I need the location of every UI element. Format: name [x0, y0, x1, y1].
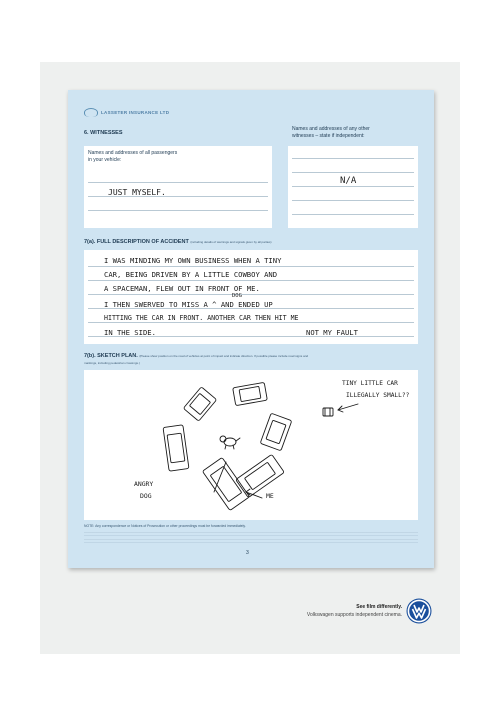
sketch-label-tiny-car-2: ILLEGALLY SMALL?? [346, 392, 410, 399]
insurer-logo [84, 108, 169, 117]
rule [292, 200, 414, 201]
description-line-1: I WAS MINDING MY OWN BUSINESS WHEN A TINY [104, 256, 282, 265]
fine-print-block [84, 532, 418, 544]
description-line-5: HITTING THE CAR IN FRONT. ANOTHER CAR THEN HIT ME [104, 314, 299, 322]
vw-logo-icon [406, 598, 432, 624]
rule [292, 158, 414, 159]
sketch-label-me: ME [266, 492, 274, 500]
sketch-car-5 [236, 454, 285, 497]
insurer-name: LASSETER INSURANCE LTD [101, 110, 170, 115]
description-heading-note: (including details of warnings and signals given by all parties) [190, 240, 272, 244]
ad-subline: Volkswagen supports independent cinema. [306, 612, 402, 618]
sketch-heading [84, 353, 308, 359]
description-line-4: I THEN SWERVED TO MISS A ^ AND ENDED UP [104, 300, 273, 309]
passengers-answer: JUST MYSELF. [108, 188, 166, 197]
description-box[interactable] [84, 250, 418, 344]
sketch-label-angry-2: DOG [140, 492, 152, 500]
sketch-label-angry-1: ANGRY [134, 480, 154, 488]
sketch-car-4 [163, 425, 189, 471]
rule [88, 182, 268, 183]
sketch-note-2: markings, including pedestrian crossings.) [84, 361, 140, 365]
other-witnesses-box[interactable] [288, 146, 418, 228]
rule [292, 186, 414, 187]
sketch-heading-text: 7(b). SKETCH PLAN. [84, 353, 138, 359]
insurance-claim-form [68, 90, 434, 568]
sketch-dog [220, 436, 240, 449]
sketch-note-1: (Please show position on the road of vehicles at point of impact and indicate direction. If possible please include road signs and [139, 354, 309, 358]
witnesses-heading: 6. WITNESSES [84, 130, 123, 136]
description-insert-word: DOG [232, 293, 242, 299]
passengers-label-1: Names and addresses of all passengers [88, 150, 178, 156]
footer-note: NOTE: Any correspondence or Notices of Prosecution or other proceedings must be forwarded immediately. [84, 524, 246, 528]
rule [88, 210, 268, 211]
rule [88, 280, 414, 281]
passengers-box[interactable] [84, 146, 272, 228]
other-witnesses-answer: N/A [340, 176, 357, 186]
rule [88, 294, 414, 295]
other-witnesses-label-1: Names and addresses of any other [292, 126, 370, 132]
other-witnesses-label-2: witnesses – state if independent: [292, 133, 365, 139]
description-line-2: CAR, BEING DRIVEN BY A LITTLE COWBOY AND [104, 270, 278, 279]
sketch-car-2 [233, 382, 268, 405]
rule [292, 172, 414, 173]
passengers-label-2: in your vehicle: [88, 157, 122, 163]
sketch-car-6 [202, 457, 249, 510]
sketch-tiny-car [323, 408, 333, 416]
description-heading [84, 239, 272, 245]
sketch-box[interactable] [84, 370, 418, 520]
ad-tagline: See film differently. [356, 604, 402, 610]
description-line-3: A SPACEMAN, FLEW OUT IN FRONT OF ME. [104, 284, 260, 293]
rule [88, 266, 414, 267]
sketch-car-3 [260, 413, 292, 451]
description-line-6: IN THE SIDE. [104, 328, 156, 337]
sketch-label-tiny-car-1: TINY LITTLE CAR [342, 380, 398, 387]
arrow-angry-dog [214, 462, 226, 492]
description-heading-text: 7(a). FULL DESCRIPTION OF ACCIDENT [84, 239, 189, 245]
rule [88, 322, 414, 323]
rule [292, 214, 414, 215]
fault-note: NOT MY FAULT [306, 328, 358, 337]
sketch-car-1 [183, 387, 216, 421]
page-number: 3 [246, 550, 249, 556]
insurer-logo-icon [84, 108, 98, 117]
